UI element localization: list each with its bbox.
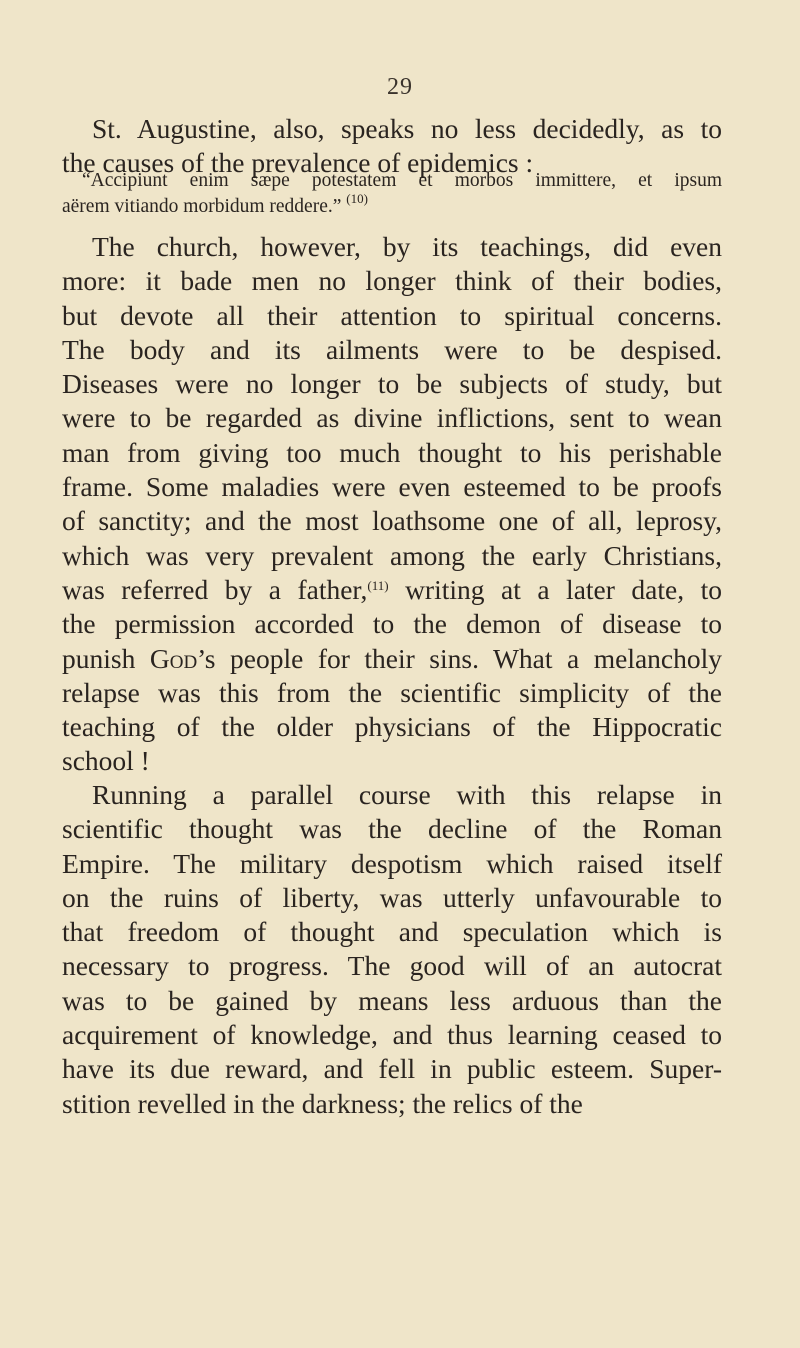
- text-fragment: was referred by a father,: [62, 573, 368, 605]
- footnote-reference: (11): [367, 577, 389, 593]
- text-line: [62, 573, 722, 607]
- paragraph-church: [62, 230, 722, 779]
- text-line: teaching of the older physicians of the Hippocratic: [62, 711, 722, 743]
- text-line: school !: [62, 745, 150, 777]
- quote-line: [62, 191, 722, 220]
- paragraph-roman-empire: [62, 778, 722, 1121]
- quote-line: “Accipiunt enim sæpe potestatem et morbos immittere, et ipsum: [82, 170, 722, 191]
- footnote-reference: (10): [346, 191, 368, 206]
- text-line: but devote all their attention to spiritual concerns.: [62, 299, 722, 331]
- text-line: have its due reward, and fell in public esteem. Super-: [62, 1053, 722, 1085]
- text-line: on the ruins of liberty, was utterly unfavourable to: [62, 881, 722, 913]
- small-caps-word: God: [149, 642, 198, 674]
- text-line: [62, 642, 722, 676]
- text-line: Running a parallel course with this relapse in: [92, 779, 722, 810]
- text-line: necessary to progress. The good will of an autocrat: [62, 950, 722, 982]
- text-line: were to be regarded as divine inflictions, sent to wean: [62, 402, 722, 434]
- text-line: the causes of the prevalence of epidemics :: [62, 147, 534, 179]
- text-fragment: punish: [62, 642, 150, 674]
- latin-quotation: [62, 168, 722, 220]
- text-line: The body and its ailments were to be despised.: [62, 333, 722, 365]
- text-line: Diseases were no longer to be subjects of study, but: [62, 368, 722, 400]
- text-line: the permission accorded to the demon of disease to: [62, 608, 722, 640]
- text-line: man from giving too much thought to his perishable: [62, 436, 722, 468]
- text-line: which was very prevalent among the early Christians,: [62, 539, 722, 571]
- text-fragment: ’s people for their sins. What a melancholy: [197, 642, 723, 674]
- text-line: more: it bade men no longer think of their bodies,: [62, 265, 722, 297]
- text-line: Empire. The military despotism which raised itself: [62, 847, 722, 879]
- text-line: acquirement of knowledge, and thus learning ceased to: [62, 1019, 722, 1051]
- text-line: stition revelled in the darkness; the relics of the: [62, 1087, 583, 1119]
- text-line: The church, however, by its teachings, did even: [92, 231, 722, 262]
- quote-line-text: aërem vitiando morbidum reddere.”: [62, 196, 342, 217]
- page-number: 29: [387, 74, 413, 100]
- text-line: St. Augustine, also, speaks no less decidedly, as to: [92, 113, 722, 144]
- text-fragment: writing at a later date, to: [388, 573, 722, 605]
- text-line: frame. Some maladies were even esteemed to be proofs: [62, 471, 722, 503]
- text-line: of sanctity; and the most loathsome one of all, leprosy,: [62, 505, 722, 537]
- text-line: scientific thought was the decline of the Roman: [62, 813, 722, 845]
- text-line: relapse was this from the scientific simplicity of the: [62, 676, 722, 708]
- text-line: that freedom of thought and speculation which is: [62, 916, 722, 948]
- text-line: was to be gained by means less arduous than the: [62, 984, 722, 1016]
